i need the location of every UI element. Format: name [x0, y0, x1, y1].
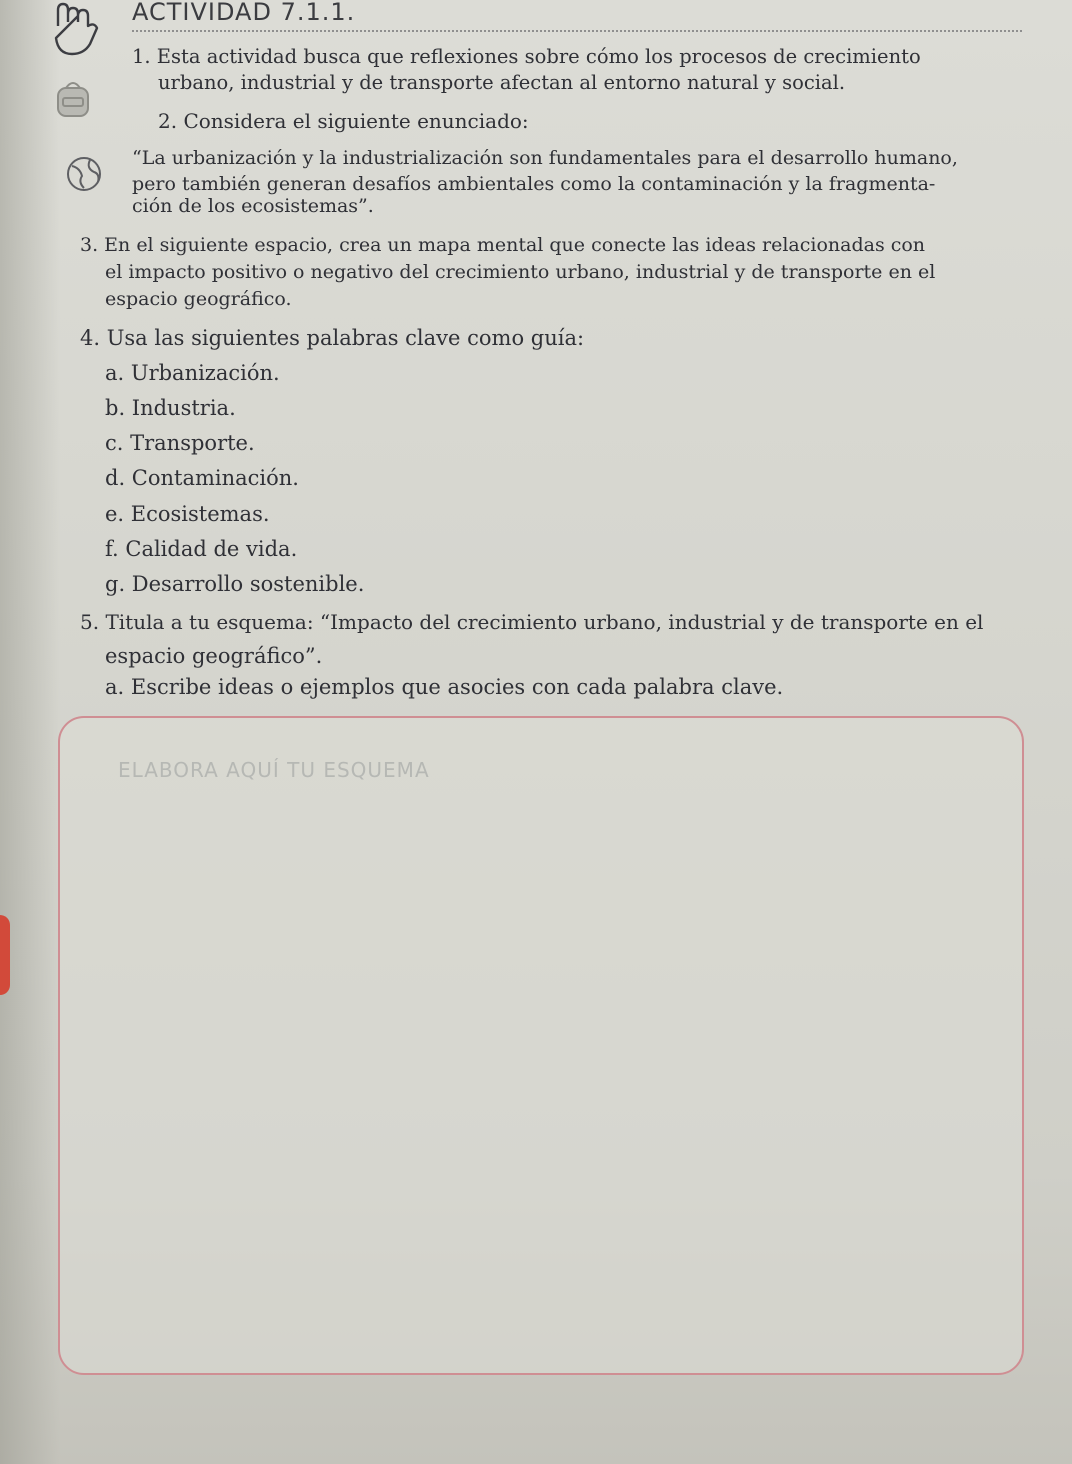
- keyword-item: a. Urbanización.: [105, 361, 280, 385]
- item-3-line-1: 3. En el siguiente espacio, crea un mapa mental que conecte las ideas relacionadas con: [80, 234, 926, 256]
- hand-icon: [40, 0, 110, 56]
- item-5-line-2: espacio geográfico”.: [105, 644, 323, 668]
- quote-line-2: pero también generan desafíos ambientales como la contaminación y la fragmenta-: [132, 173, 936, 195]
- item-4: 4. Usa las siguientes palabras clave como guía:: [80, 326, 585, 350]
- keyword-item: e. Ecosistemas.: [105, 502, 270, 526]
- quote-line-1: “La urbanización y la industrialización son fundamentales para el desarrollo humano,: [132, 147, 958, 169]
- item-2: 2. Considera el siguiente enunciado:: [158, 109, 529, 133]
- red-page-tab: [0, 915, 10, 995]
- item-1-line-2: urbano, industrial y de transporte afectan al entorno natural y social.: [158, 71, 846, 94]
- globe-icon: [60, 152, 110, 194]
- keyword-item: f. Calidad de vida.: [105, 537, 298, 561]
- answer-box-label: ELABORA AQUÍ TU ESQUEMA: [118, 758, 430, 782]
- answer-box[interactable]: [58, 716, 1024, 1375]
- activity-title: ACTIVIDAD 7.1.1.: [132, 0, 356, 26]
- item-5a: a. Escribe ideas o ejemplos que asocies con cada palabra clave.: [105, 675, 784, 699]
- keyword-item: b. Industria.: [105, 396, 236, 420]
- item-1-line-1: 1. Esta actividad busca que reflexiones sobre cómo los procesos de crecimiento: [132, 45, 921, 68]
- keyword-item: c. Transporte.: [105, 431, 255, 455]
- item-5-line-1: 5. Titula a tu esquema: “Impacto del crecimiento urbano, industrial y de transporte en el: [80, 610, 984, 634]
- title-divider: [132, 30, 1022, 32]
- page-edge-shadow: [0, 0, 60, 1464]
- item-3-line-3: espacio geográfico.: [105, 288, 292, 310]
- quote-line-3: ción de los ecosistemas”.: [132, 195, 374, 217]
- keyword-item: g. Desarrollo sostenible.: [105, 572, 365, 596]
- keyword-item: d. Contaminación.: [105, 466, 299, 490]
- backpack-icon: [50, 80, 100, 120]
- item-3-line-2: el impacto positivo o negativo del crecimiento urbano, industrial y de transporte en el: [105, 261, 936, 283]
